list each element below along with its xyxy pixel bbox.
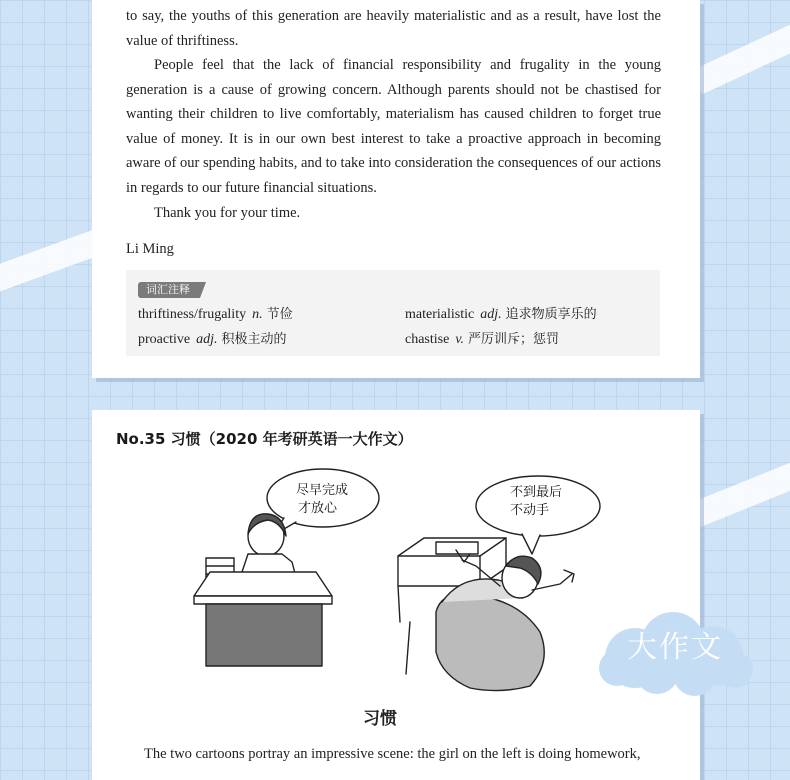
bubble-right-line-2: 不动手: [510, 503, 550, 518]
vocab-pos: adj.: [196, 332, 218, 347]
decor-stripe-right: [691, 12, 790, 95]
bubble-right-line-1: 不到最后: [510, 485, 563, 500]
desk-left-drawing: [194, 572, 332, 666]
vocab-tag: 词汇注释: [138, 282, 200, 298]
vocab-item: [138, 306, 293, 324]
paragraph-2: People feel that the lack of financial responsibility and frugality in the young generation is a cause of growing concern. Although parents should not be chastised for wanting their children to live comfortably, materialism has caused children to forget true value of money. It is in our own best interest to take a proactive approach in becoming aware of our spending habits, and to take into consideration the consequences of our actions in regards to our future financial situations.: [126, 57, 661, 196]
vocab-item: [405, 306, 597, 324]
paragraph-3: Thank you for your time.: [154, 205, 301, 221]
vocab-pos: adj.: [480, 307, 502, 322]
vocab-meaning: 严厉训斥；惩罚: [468, 332, 560, 347]
section-title: No.35 习惯（2020 年考研英语一大作文）: [116, 430, 413, 448]
vocab-word: thriftiness/frugality: [138, 307, 247, 322]
vocab-pos: n.: [252, 307, 263, 322]
vocab-word: proactive: [138, 332, 191, 347]
paragraph-1: to say, the youths of this generation are heavily materialistic and as a result, have lost the value of thriftiness.: [126, 8, 661, 49]
cartoon-illustration: [180, 462, 620, 694]
vocab-pos: v.: [455, 332, 465, 347]
vocab-meaning: 节俭: [266, 307, 293, 322]
vocab-meaning: 追求物质享乐的: [505, 307, 597, 322]
vocab-word: chastise: [405, 332, 450, 347]
vocab-box: [126, 270, 660, 356]
cloud-badge-label: 大作文: [627, 630, 723, 665]
bubble-left-line-2: 才放心: [298, 501, 338, 516]
signature: Li Ming: [126, 241, 174, 257]
bubble-left-line-1: 尽早完成: [296, 483, 349, 498]
vocab-word: materialistic: [405, 307, 475, 322]
vocab-item: [405, 331, 559, 349]
vocab-item: [138, 331, 287, 349]
essay-first-line: The two cartoons portray an impressive scene: the girl on the left is doing homework,: [144, 746, 641, 762]
vocab-meaning: 积极主动的: [221, 332, 287, 347]
cartoon-caption: 习惯: [363, 709, 397, 729]
